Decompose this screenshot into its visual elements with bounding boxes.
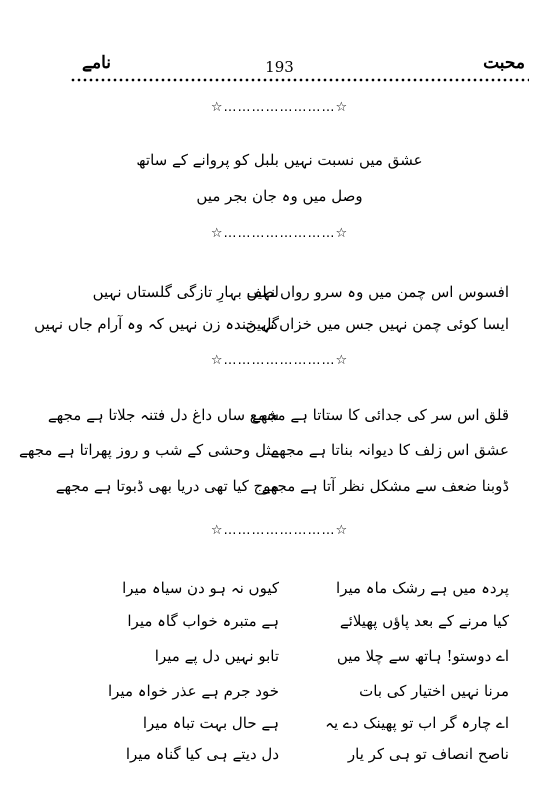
header-dotted-rule <box>70 78 529 82</box>
page-number: 193 <box>265 58 294 76</box>
verse-misra-right: قلق اس سر کی جدائی کا ستاتا ہے مجھے <box>252 406 509 424</box>
verse-misra-right: عشق اس زلف کا دیوانہ بناتا ہے مجھے <box>270 441 509 459</box>
section-divider: ☆……………………☆ <box>210 100 349 115</box>
verse-misra-right: کیا مرنے کے بعد پاؤں پھیلائے <box>339 612 509 630</box>
verse-misra-left: کیوں نہ ہو دن سیاہ میرا <box>122 579 279 597</box>
verse-misra-left: لطفِ بہارِ تازگی گلستاں نہیں <box>92 283 279 301</box>
verse-misra-right: ناصح انصاف تو ہی کر یار <box>347 745 509 763</box>
verse-line: وصل میں وہ جان بجر میں <box>196 187 363 205</box>
running-subtitle: نامے <box>82 53 111 73</box>
verse-misra-left: خود جرم ہے عذر خواہ میرا <box>107 682 279 700</box>
verse-misra-left: ہے حال بہت تباہ میرا <box>142 714 279 732</box>
verse-misra-right: افسوس اس چمن میں وہ سرو رواں نہیں <box>246 283 509 301</box>
verse-misra-right: ڈوبنا ضعف سے مشکل نظر آتا ہے مجھے <box>261 477 509 495</box>
verse-misra-right: ایسا کوئی چمن نہیں جس میں خزاں نہیں <box>245 315 509 333</box>
verse-misra-left: گل خندہ زن نہیں کہ وہ آرام جاں نہیں <box>34 315 279 333</box>
running-title: محبت <box>483 53 525 73</box>
verse-misra-left: شمع ساں داغ دل فتنہ جلاتا ہے مجھے <box>47 406 279 424</box>
verse-misra-left: مثل وحشی کے شب و روز پھراتا ہے مجھے <box>19 441 279 459</box>
section-divider: ☆……………………☆ <box>210 353 349 368</box>
verse-misra-right: اے چارہ گر اب تو پھینک دے یہ <box>325 714 509 732</box>
verse-misra-left: دل دیتے ہی کیا گناہ میرا <box>125 745 279 763</box>
section-divider: ☆……………………☆ <box>210 226 349 241</box>
verse-misra-left: موج کیا تھی دریا بھی ڈبوتا ہے مجھے <box>55 477 279 495</box>
verse-misra-right: اے دوستو! ہاتھ سے چلا میں <box>336 647 509 665</box>
section-divider: ☆……………………☆ <box>210 523 349 538</box>
verse-misra-left: ہے متبرہ خواب گاہ میرا <box>127 612 279 630</box>
verse-misra-right: پردہ میں ہے رشک ماہ میرا <box>336 579 509 597</box>
verse-misra-left: تابو نہیں دل پے میرا <box>154 647 279 665</box>
verse-line: عشق میں نسبت نہیں بلبل کو پروانے کے ساتھ <box>136 151 423 169</box>
verse-misra-right: مرنا نہیں اختیار کی بات <box>359 682 509 700</box>
